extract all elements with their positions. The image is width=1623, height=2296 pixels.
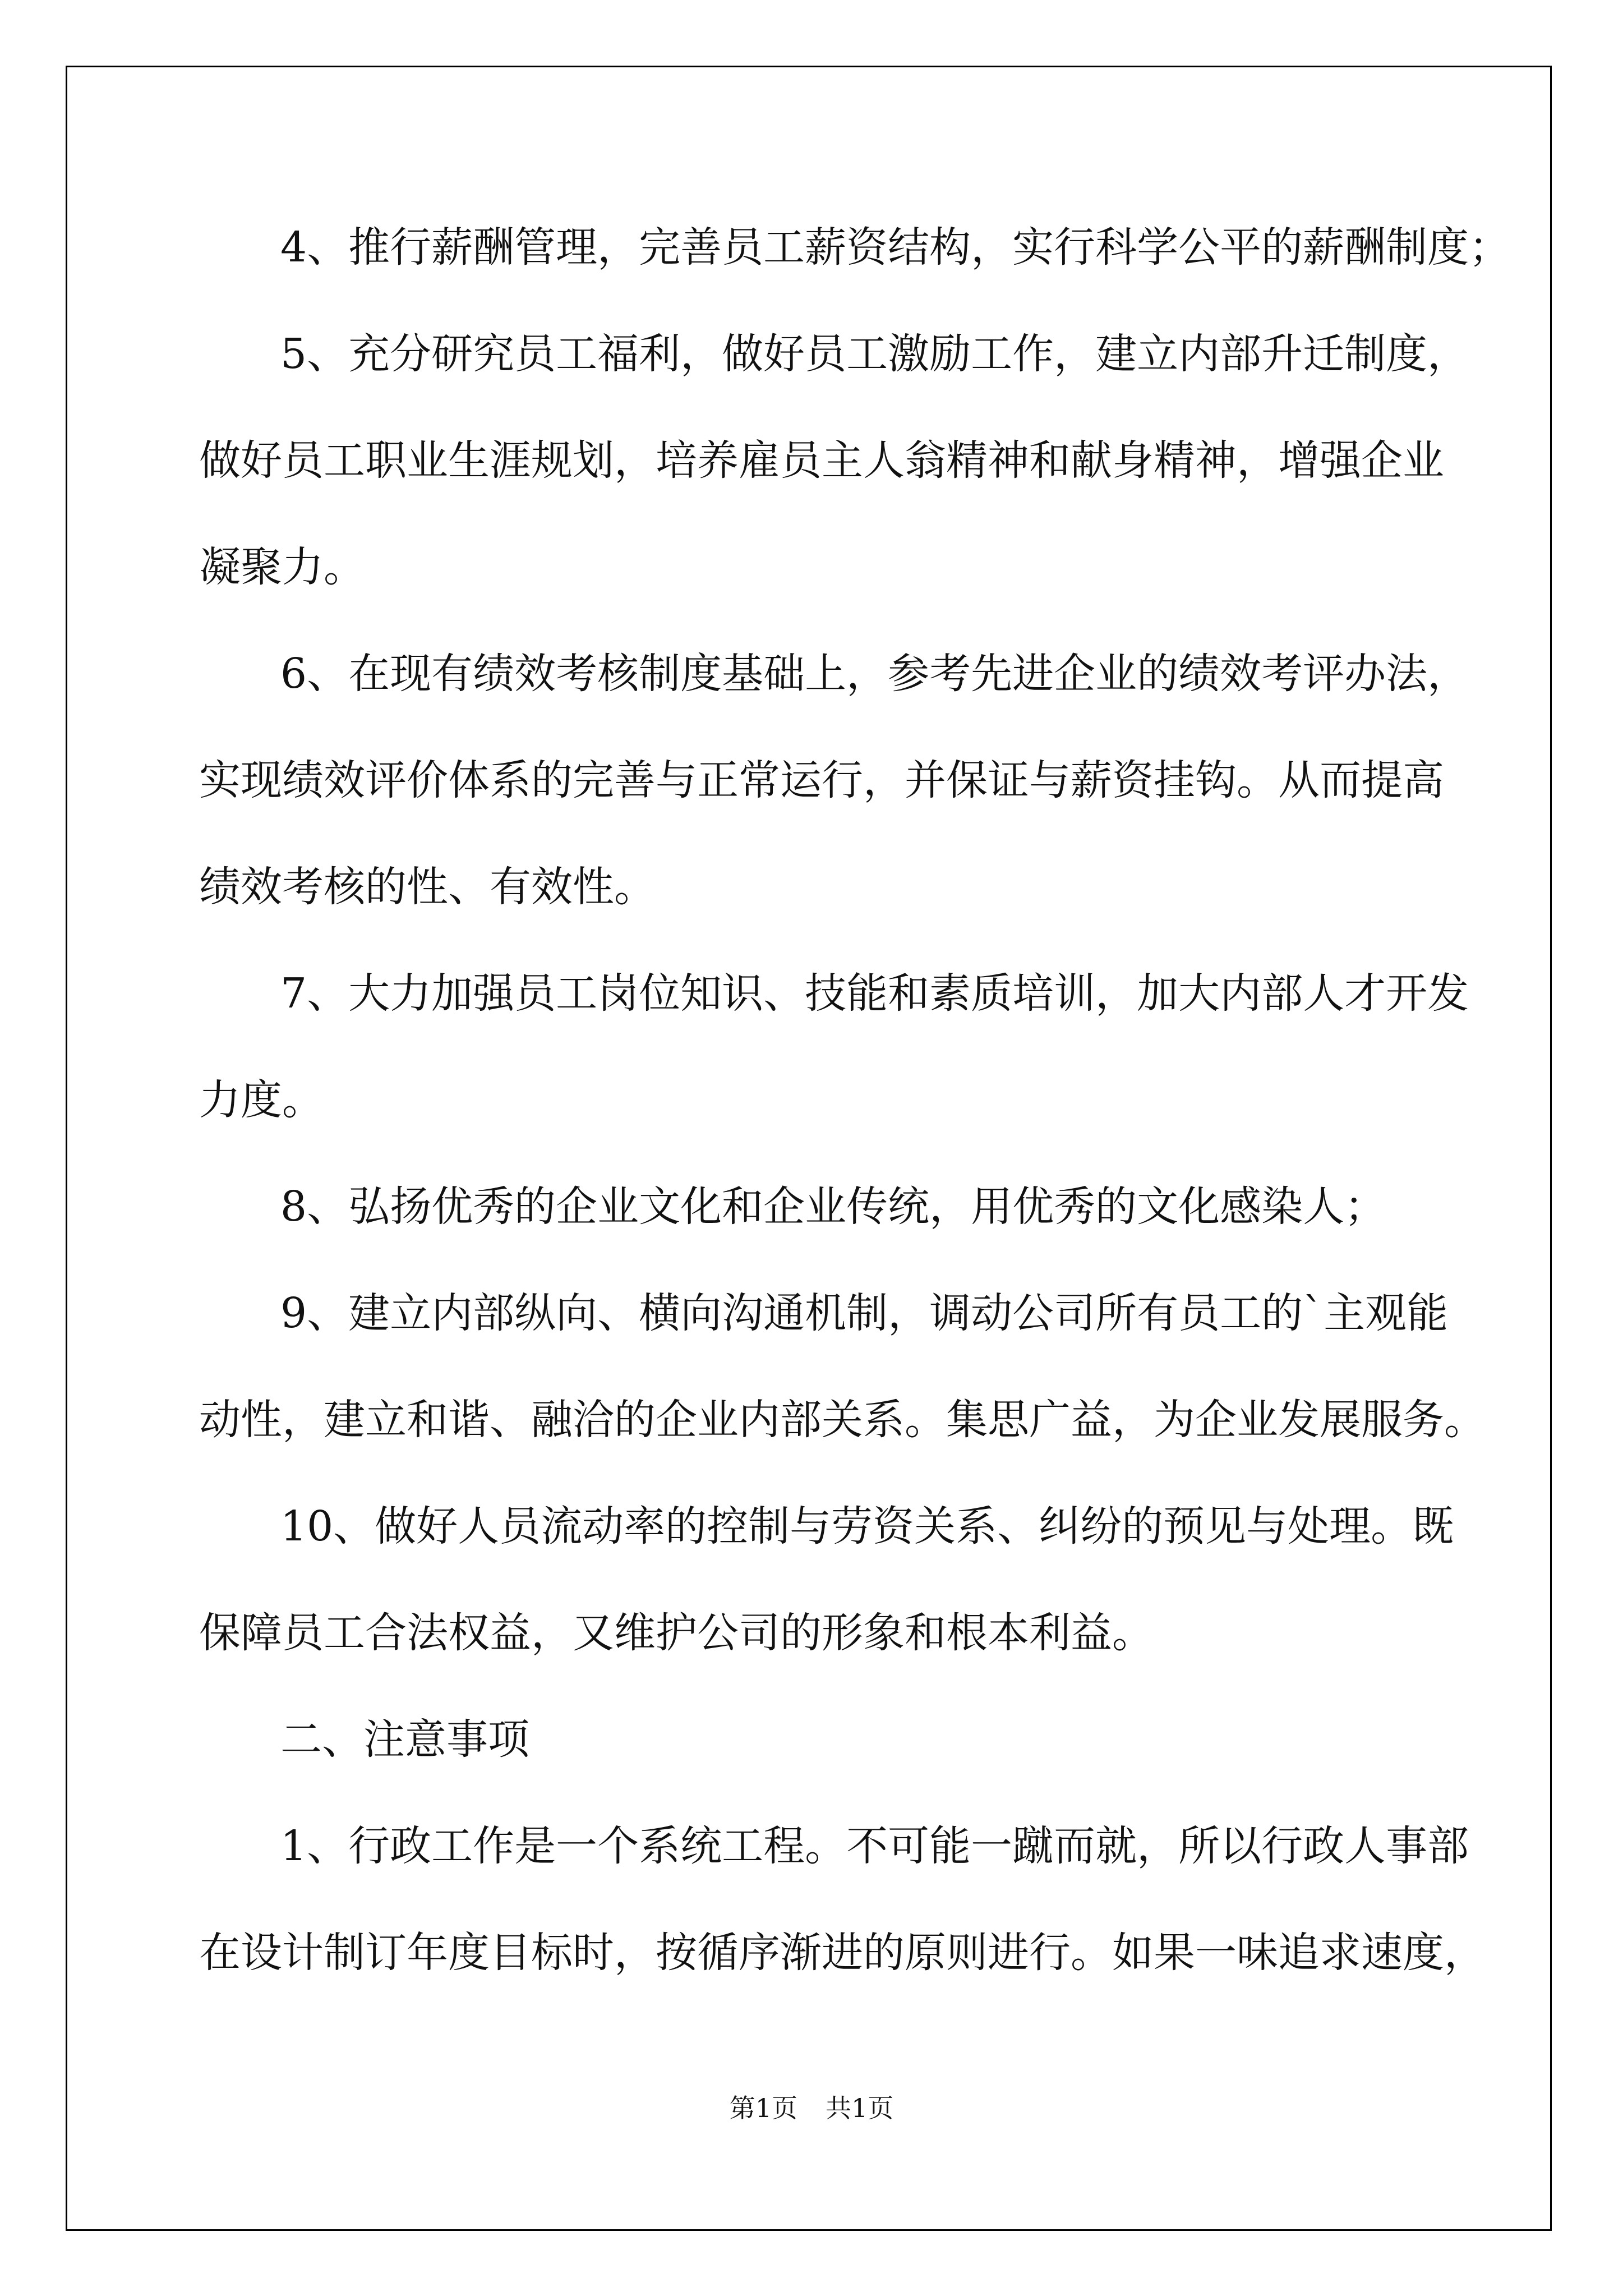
text-line: 8、弘扬优秀的企业文化和企业传统，用优秀的文化感染人；	[280, 1182, 1386, 1231]
text-line: 5、充分研究员工福利，做好员工激励工作，建立内部升迁制度，	[280, 330, 1469, 378]
text-line: 凝聚力。	[199, 543, 365, 591]
page-total: 共1页	[826, 2093, 894, 2123]
text-line: 实现绩效评价体系的完善与正常运行，并保证与薪资挂钩。从而提高	[199, 756, 1444, 804]
text-line: 1、行政工作是一个系统工程。不可能一蹴而就，所以行政人事部	[280, 1822, 1469, 1870]
page-border	[66, 66, 1552, 2231]
text-line: 动性，建立和谐、融洽的企业内部关系。集思广益，为企业发展服务。	[199, 1396, 1486, 1444]
page-number: 第1页	[729, 2093, 797, 2123]
text-line: 力度。	[199, 1076, 324, 1124]
section-heading: 二、注意事项	[280, 1715, 529, 1764]
text-line: 在设计制订年度目标时，按循序渐进的原则进行。如果一味追求速度，	[199, 1929, 1486, 1977]
text-line: 4、推行薪酬管理，完善员工薪资结构，实行科学公平的薪酬制度；	[280, 223, 1511, 272]
text-line: 10、做好人员流动率的控制与劳资关系、纠纷的预见与处理。既	[280, 1502, 1454, 1550]
page-footer	[0, 2091, 1623, 2125]
text-line: 绩效考核的性、有效性。	[199, 863, 656, 911]
text-line: 做好员工职业生涯规划，培养雇员主人翁精神和献身精神，增强企业	[199, 436, 1444, 485]
text-line: 9、建立内部纵向、横向沟通机制，调动公司所有员工的`主观能	[280, 1289, 1449, 1337]
text-line: 7、大力加强员工岗位知识、技能和素质培训，加大内部人才开发	[280, 969, 1469, 1018]
text-line: 保障员工合法权益，又维护公司的形象和根本利益。	[199, 1609, 1154, 1657]
text-line: 6、在现有绩效考核制度基础上，参考先进企业的绩效考评办法，	[280, 650, 1469, 698]
